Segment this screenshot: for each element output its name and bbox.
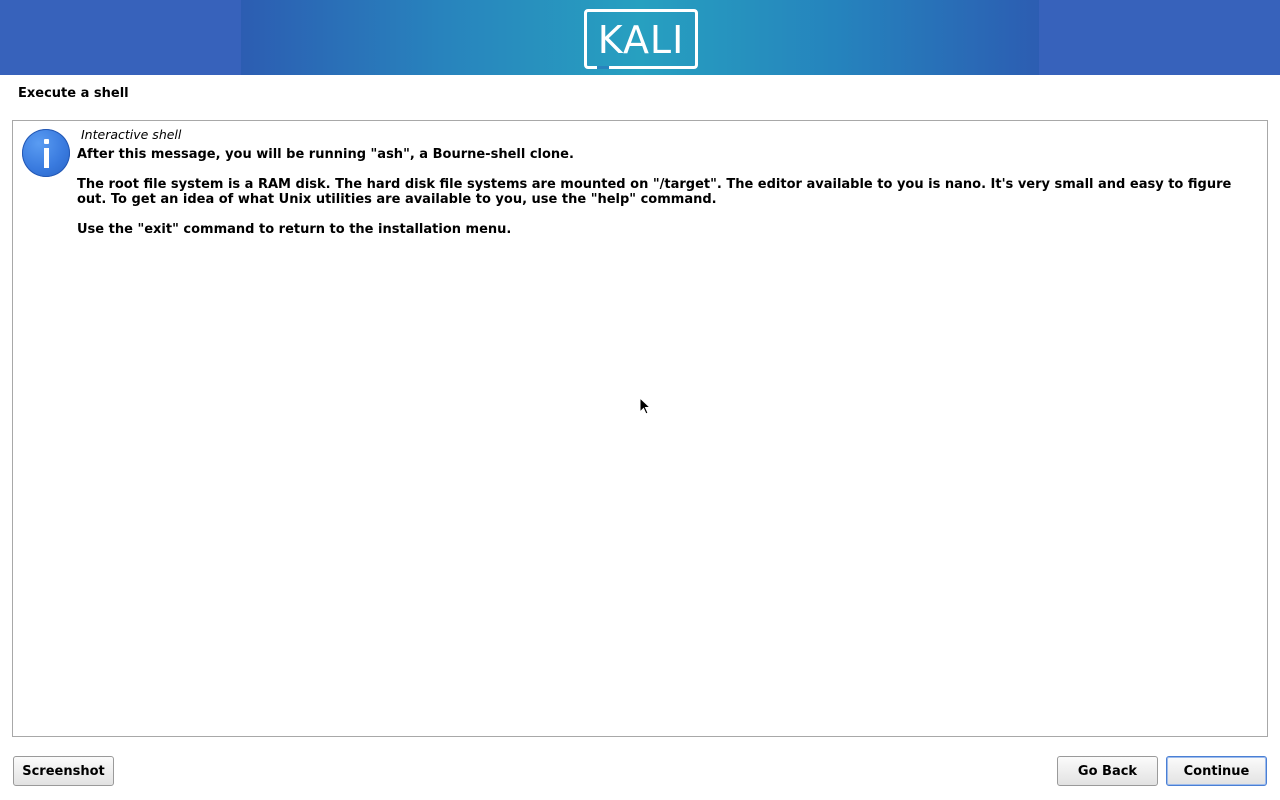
info-icon bbox=[22, 129, 70, 177]
banner-gradient bbox=[241, 0, 1039, 75]
continue-button[interactable]: Continue bbox=[1166, 756, 1267, 786]
mouse-cursor-icon bbox=[639, 397, 651, 416]
dialog-panel bbox=[12, 120, 1268, 737]
logo-notch bbox=[597, 66, 609, 69]
go-back-button[interactable]: Go Back bbox=[1057, 756, 1158, 786]
dialog-title: Interactive shell bbox=[81, 127, 182, 142]
kali-logo bbox=[584, 9, 698, 69]
message-paragraph: After this message, you will be running "ash", a Bourne-shell clone. bbox=[77, 147, 574, 162]
message-paragraph: Use the "exit" command to return to the installation menu. bbox=[77, 222, 512, 237]
screenshot-button[interactable]: Screenshot bbox=[13, 756, 114, 786]
message-paragraph: The root file system is a RAM disk. The hard disk file systems are mounted on "/target". The editor available to you is nano. It's very small and easy to figure out. To get an idea of what Unix utilities are available to you, use the "help" command. bbox=[77, 177, 1232, 207]
page-title: Execute a shell bbox=[18, 86, 129, 101]
header-banner bbox=[0, 0, 1280, 75]
logo-text: KALI bbox=[597, 18, 685, 62]
